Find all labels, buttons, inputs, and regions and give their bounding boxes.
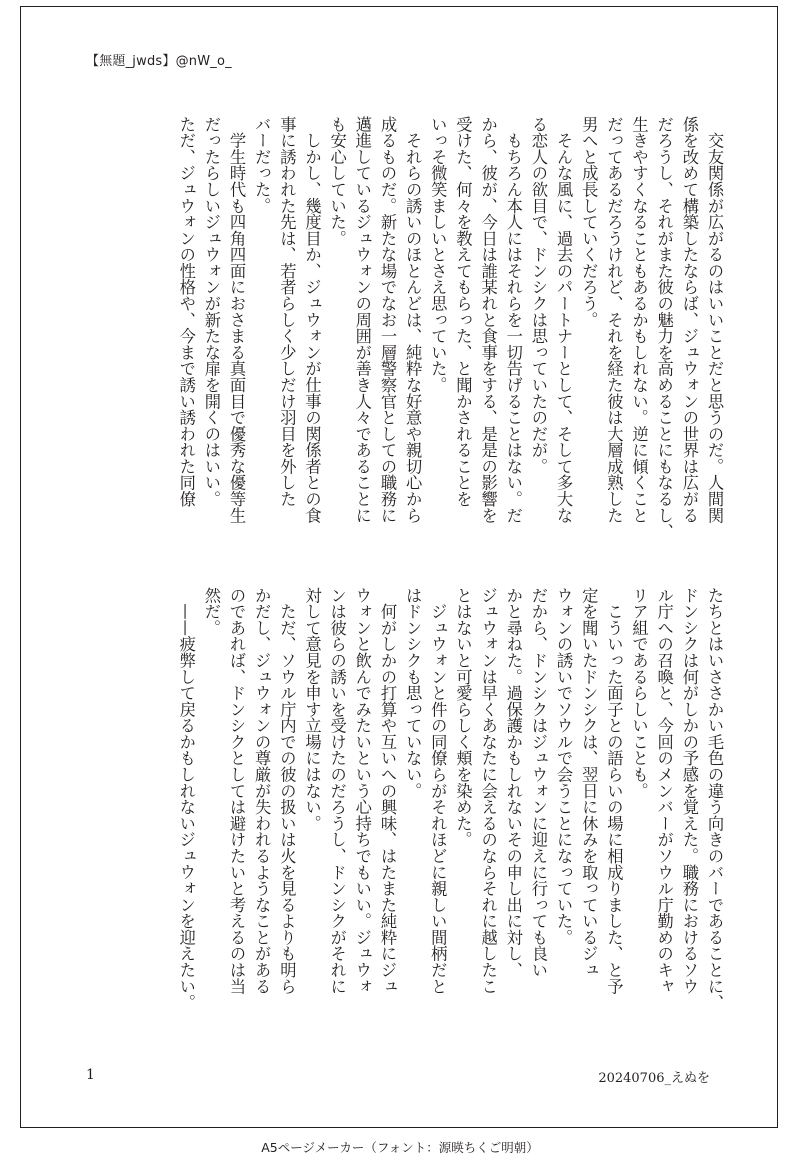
text-line: ル庁への召喚と、今回のメンバーがソウル庁勤めのキャ [654,587,674,995]
text-line: ただ、ソウル庁内での彼の扱いは火を見るよりも明ら [277,587,297,995]
text-line: 事に誘われた先は、若者らしく少しだけ羽目を外した [277,116,297,507]
text-line: のであれば、ドンシクとしては避けたいと考えるのは当 [227,587,247,995]
text-line: かだし、ジュウォンの尊厳が失われるようなことがある [252,587,272,995]
text-line: 受けた、何々を教えてもらった、と聞かされることを [453,116,473,507]
text-line: から、彼が、今日は誰某れと食事をする、是是の影響を [478,116,498,524]
text-line: 定を聞いたドンシクは、翌日に休みを取っているジュ [579,587,599,978]
generator-caption: A5ページメーカー（フォント：源暎ちくご明朝） [261,1140,539,1155]
text-line: 男へと成長していくだろう。 [579,116,599,328]
text-line: ——疲弊して戻るかもしれないジュウォンを迎えたい。 [176,587,196,1011]
text-line: ドンシクは何がしかの予感を覚えた。職務におけるソウ [679,587,699,995]
text-line: 係を改めて構築したならば、ジュウォンの世界は広がる [679,116,699,524]
text-line: もちろん本人にはそれらを一切告げることはない。だ [503,116,523,524]
text-line: ジュウォンは早くあなたに会えるのならそれに越したこ [478,587,498,995]
text-line: ジュウォンと件の同僚らがそれほどに親しい間柄だと [428,587,448,995]
body-text-upper [174,116,727,556]
text-line: 生きやすくなることもあるかもしれない。逆に傾くこと [629,116,649,524]
text-line: だってあるだろうけれど、それを経た彼は大層成熟した [604,116,624,524]
text-line: だから、ドンシクはジュウォンに迎えに行っても良い [528,587,548,978]
text-line: ウォンの誘いでソウルで会うことになっていた。 [554,587,574,946]
text-line: 成るものだ。新たな場でなお一層警察官としての職務に [377,116,397,524]
footer-date-signature: 20240706_えぬを [598,1071,710,1086]
text-line: 学生時代も四角四面におさまる真面目で優秀な優等生 [227,116,247,524]
text-line: しかし、幾度目か、ジュウォンが仕事の関係者との食 [302,116,322,524]
text-line: ンは彼らの誘いを受けたのだろうし、ドンシクがそれに [327,587,347,995]
text-line: る恋人の欲目で、ドンシクは思っていたのだが。 [528,116,548,475]
page-header-title: 【無題_jwds】@nW_o_ [86,54,232,69]
text-line: 交友関係が広がるのはいいことだと思うのだ。人間関 [705,116,724,524]
text-line: 対して意見を申す立場にはない。 [302,587,322,832]
text-line: だろうし、それがまた彼の魅力を高めることにもなるし、 [654,116,674,540]
text-line: たちとはいささかい毛色の違う向きのバーであることに、 [705,587,724,1011]
text-line: それらの誘いのほとんどは、純粋な好意や親切心から [403,116,423,524]
text-line: とはないと可愛らしく頬を染めた。 [453,587,473,848]
text-line: はドンシクも思っていない。 [403,587,423,799]
text-line: リア組であるらしいことも。 [629,587,649,799]
text-line: かと尋ねた。過保護かもしれないその申し出に対し、 [503,587,523,978]
text-line: 然だ。 [201,587,221,636]
text-line: ウォンと飲んでみたいという心持ちでもいい。ジュウォ [352,587,372,995]
text-line: バーだった。 [252,116,272,214]
text-line: 邁進しているジュウォンの周囲が善き人々であることに [352,116,372,524]
text-line: そんな風に、過去のパートナーとして、そして多大な [554,116,574,524]
page-number: 1 [86,1067,95,1083]
text-line: も安心していた。 [327,116,347,247]
text-line: だったらしいジュウォンが新たな扉を開くのはいい。 [201,116,221,507]
text-line: 何がしかの打算や互いへの興味、はたまた純粋にジュ [377,587,397,995]
body-text-lower [174,587,727,1027]
text-line: こういった面子との語らいの場に相成りました、と予 [604,587,624,995]
text-line: ただ、ジュウォンの性格や、今まで誘い誘われた同僚 [176,116,196,507]
text-line: いっそ微笑ましいとさえ思っていた。 [428,116,448,393]
